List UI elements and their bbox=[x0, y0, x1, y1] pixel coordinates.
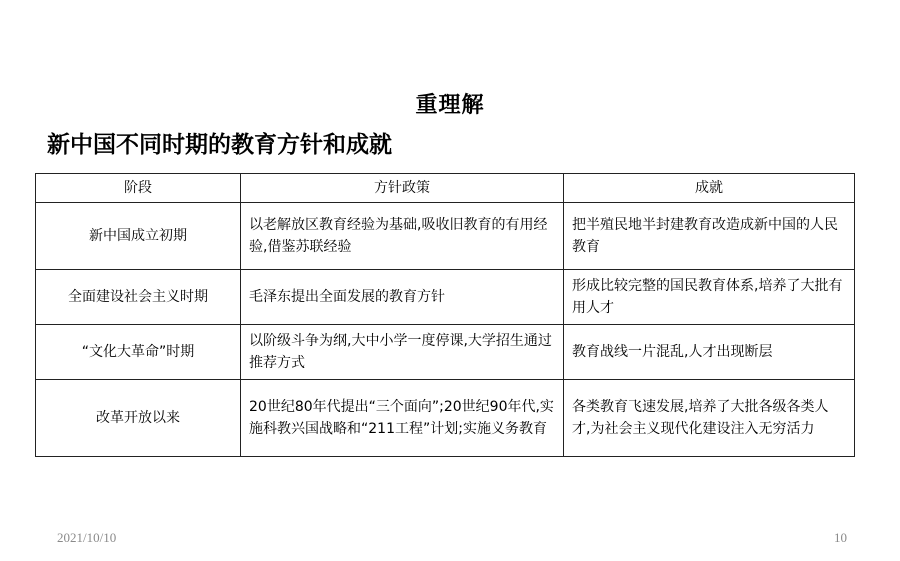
table-row bbox=[36, 203, 855, 270]
achievement-cell: 把半殖民地半封建教育改造成新中国的人民教育 bbox=[564, 203, 855, 270]
achievement-cell: 教育战线一片混乱,人才出现断层 bbox=[564, 325, 855, 380]
stage-cell: “文化大革命”时期 bbox=[36, 325, 241, 380]
footer-date: 2021/10/10 bbox=[57, 530, 117, 545]
table-header-row bbox=[36, 174, 855, 203]
table-row bbox=[36, 325, 855, 380]
stage-cell: 全面建设社会主义时期 bbox=[36, 270, 241, 325]
stage-cell: 新中国成立初期 bbox=[36, 203, 241, 270]
page-number: 10 bbox=[834, 530, 847, 545]
table-row bbox=[36, 380, 855, 457]
achievement-cell: 形成比较完整的国民教育体系,培养了大批有用人才 bbox=[564, 270, 855, 325]
policy-cell: 20世纪80年代提出“三个面向”;20世纪90年代,实施科教兴国战略和“211工程”计划;实施义务教育 bbox=[241, 380, 564, 457]
policy-cell: 以老解放区教育经验为基础,吸收旧教育的有用经验,借鉴苏联经验 bbox=[241, 203, 564, 270]
stage-cell: 改革开放以来 bbox=[36, 380, 241, 457]
header-achievement: 成就 bbox=[564, 174, 855, 203]
table-row bbox=[36, 270, 855, 325]
header-policy: 方针政策 bbox=[241, 174, 564, 203]
achievement-cell: 各类教育飞速发展,培养了大批各级各类人才,为社会主义现代化建设注入无穷活力 bbox=[564, 380, 855, 457]
education-policy-table bbox=[35, 173, 855, 457]
slide-title: 重理解 bbox=[415, 93, 485, 118]
slide-subtitle: 新中国不同时期的教育方针和成就 bbox=[47, 132, 392, 158]
policy-cell: 毛泽东提出全面发展的教育方针 bbox=[241, 270, 564, 325]
policy-cell: 以阶级斗争为纲,大中小学一度停课,大学招生通过推荐方式 bbox=[241, 325, 564, 380]
header-stage: 阶段 bbox=[36, 174, 241, 203]
